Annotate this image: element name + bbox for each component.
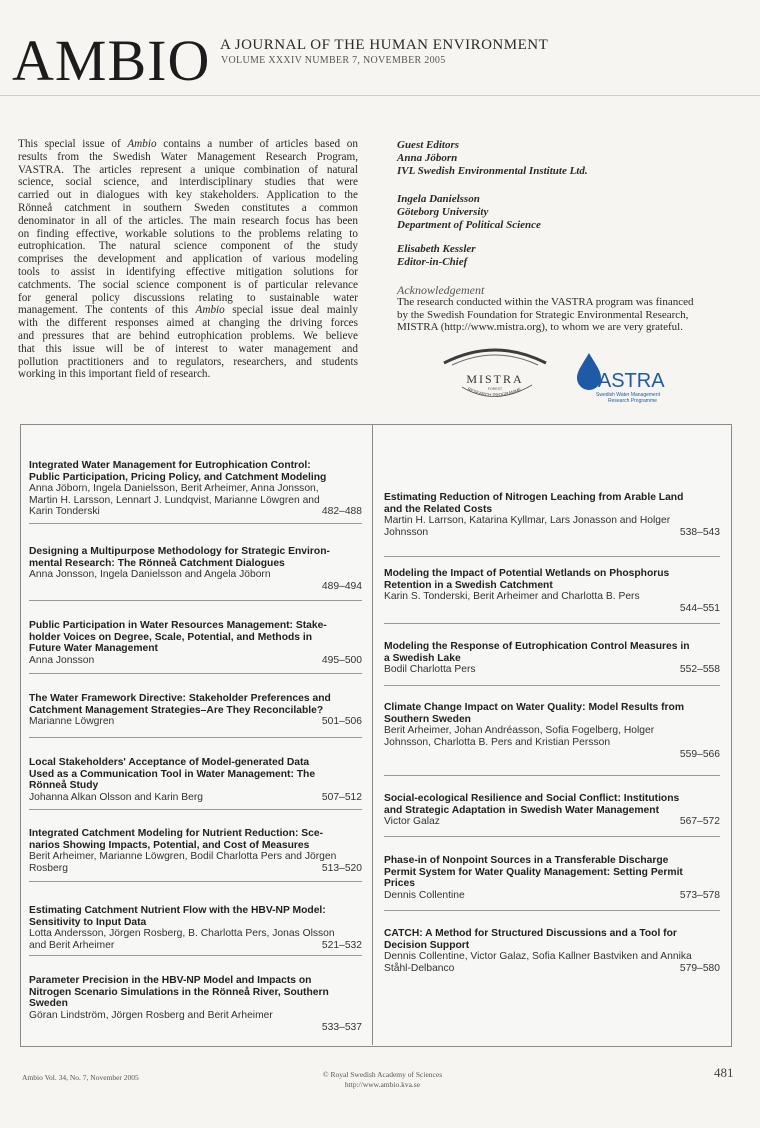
toc-entry-rule [384, 623, 720, 624]
toc-entry-authors: Berit Arheimer, Marianne Löwgren, Bodil Charlotta Pers and Jörgen Rosberg [29, 851, 337, 874]
editor-department: Department of Political Science [397, 219, 541, 231]
toc-entry-pages: 513–520 [321, 862, 362, 874]
vastra-logo-sub: Swedish Water Management [596, 392, 661, 398]
intro-line: carried out in dialogues with key stakeholders. Application to the [18, 189, 358, 202]
toc-entry-title[interactable]: Climate Change Impact on Water Quality: Model Results from Southern Sweden [384, 702, 684, 725]
toc-entry-rule [384, 836, 720, 837]
intro-paragraph [18, 138, 358, 381]
toc-entry-authors: Dennis Collentine, Victor Galaz, Sofia Kallner Bastviken and Annika Ståhl-Delbanco [384, 951, 692, 974]
footer-citation: Ambio Vol. 34, No. 7, November 2005 [22, 1073, 139, 1082]
intro-line: with the different responses aimed at changing the driving forces [18, 317, 358, 330]
acknowledgement-line: MISTRA (http://www.mistra.org), to whom we are very grateful. [397, 321, 683, 334]
toc-entry-rule [29, 673, 362, 674]
copyright-text: © Royal Swedish Academy of Sciences [322, 1070, 443, 1079]
toc-entry-pages: 507–512 [321, 791, 362, 803]
toc-entry-title[interactable]: Public Participation in Water Resources Management: Stake- holder Voices on Degree, Scale, Potential, and Methods in Future Water Management [29, 620, 327, 655]
page-number: 481 [714, 1065, 734, 1080]
toc-entry-pages: 544–551 [679, 603, 720, 615]
toc-entry-pages: 579–580 [679, 962, 720, 974]
intro-line: for general policy discussions relating to sustainable water [18, 291, 358, 304]
intro-line: denominator in all of the articles. The main research focus has been [18, 214, 358, 227]
toc-entry-title[interactable]: CATCH: A Method for Structured Discussions and a Tool for Decision Support [384, 928, 677, 951]
intro-line: This special issue of Ambio contains a number of articles based on [18, 138, 358, 150]
journal-volume: VOLUME XXXIV NUMBER 7, NOVEMBER 2005 [221, 55, 446, 66]
toc-entry-authors: Karin S. Tonderski, Berit Arheimer and Charlotta B. Pers [384, 591, 640, 603]
mistra-logo-arc: RESEARCH PROGRAMME [466, 386, 523, 398]
toc-entry-rule [29, 600, 362, 601]
toc-entry-pages: 538–543 [679, 526, 720, 538]
toc-entry-title[interactable]: Phase-in of Nonpoint Sources in a Transferable Discharge Permit System for Water Quality Management: Setting Permit Prices [384, 855, 683, 890]
toc-entry-pages: 501–506 [321, 716, 362, 728]
toc-entry-authors: Anna Jonsson [29, 654, 95, 666]
editor-organization: Göteborg University [397, 206, 489, 218]
intro-line: and pressures that are behind eutrophication problems. We believe [18, 329, 358, 342]
toc-entry-pages: 533–537 [321, 1021, 362, 1033]
intro-line: comprises the development and application of various modeling [18, 253, 358, 266]
toc-entry-rule [384, 775, 720, 776]
toc-entry-pages: 489–494 [321, 581, 362, 593]
editor-name: Ingela Danielsson [397, 193, 480, 205]
toc-entry-authors: Johanna Alkan Olsson and Karin Berg [29, 791, 204, 803]
toc-entry-rule [384, 556, 720, 557]
footer-copyright [300, 1070, 465, 1089]
toc-entry-authors: Lotta Andersson, Jörgen Rosberg, B. Charlotta Pers, Jonas Olsson and Berit Arheimer [29, 928, 335, 951]
mistra-logo [440, 343, 550, 405]
toc-entry-title[interactable]: Designing a Multipurpose Methodology for Strategic Environ- mental Research: The Rönneå Catchment Dialogues [29, 546, 330, 569]
acknowledgement-line: by the Swedish Foundation for Strategic Environmental Research, [397, 308, 689, 321]
toc-entry-rule [29, 955, 362, 956]
toc-entry-authors: Anna Jöborn, Ingela Danielsson, Berit Arheimer, Anna Jonsson, Martin H. Larsson, Lennart J. Lundqvist, Marianne Löwgren and Karin Tonderski [29, 483, 320, 518]
intro-line: working in this important field of research. [18, 368, 211, 381]
toc-entry-pages: 521–532 [321, 939, 362, 951]
intro-line: catchments. The social science component is of particular relevance [18, 278, 358, 291]
toc-entry-title[interactable]: Integrated Water Management for Eutrophication Control: Public Participation, Pricing Policy, and Catchment Modeling [29, 460, 327, 483]
intro-line: on finding effective, workable solutions to the problems relating to [18, 227, 358, 240]
toc-entry-title[interactable]: Modeling the Impact of Potential Wetlands on Phosphorus Retention in a Swedish Catchment [384, 568, 670, 591]
toc-entry-pages: 495–500 [321, 654, 362, 666]
toc-entry-rule [29, 809, 362, 810]
editor-name: Anna Jöborn [397, 152, 458, 164]
intro-line: science, social science, and interdisciplinary studies that were [18, 176, 358, 189]
intro-line: Rönneå catchment in southern Sweden constitutes a common [18, 201, 358, 214]
vastra-logo-sub: Research Programme [608, 398, 657, 404]
mistra-logo-text: MISTRA [466, 372, 524, 386]
intro-line: pollution practitioners and to regulators, researchers, and students [18, 355, 358, 368]
toc-entry-title[interactable]: The Water Framework Directive: Stakeholder Preferences and Catchment Management Strategies–Are They Reconcilable? [29, 693, 331, 716]
toc-entry-rule [29, 881, 362, 882]
mistra-logo-small: FOREST [487, 387, 503, 391]
intro-line: management. The contents of this Ambio special issue deal mainly [18, 304, 358, 317]
toc-entry-authors: Marianne Löwgren [29, 716, 115, 728]
header-rule [0, 95, 760, 96]
toc-entry-pages: 552–558 [679, 664, 720, 676]
toc-entry-authors: Berit Arheimer, Johan Andréasson, Sofia Fogelberg, Holger Johnsson, Charlotta B. Pers and Kristian Persson [384, 725, 655, 748]
editor-name: Elisabeth Kessler [397, 243, 476, 255]
toc-entry-rule [29, 737, 362, 738]
toc-entry-pages: 567–572 [679, 816, 720, 828]
vastra-logo-text: VASTRA [586, 370, 665, 392]
acknowledgement-text [397, 296, 737, 334]
toc-entry-rule [384, 910, 720, 911]
toc-entry-title[interactable]: Parameter Precision in the HBV-NP Model and Impacts on Nitrogen Scenario Simulations in the Rönneå River, Southern Sweden [29, 975, 329, 1010]
toc-entry-rule [384, 685, 720, 686]
guest-editors-heading: Guest Editors [397, 139, 460, 151]
toc-entry-title[interactable]: Estimating Reduction of Nitrogen Leaching from Arable Land and the Related Costs [384, 492, 684, 515]
journal-subtitle: A JOURNAL OF THE HUMAN ENVIRONMENT [220, 37, 549, 53]
acknowledgement-heading: Acknowledgement [397, 283, 485, 297]
toc-entry-title[interactable]: Integrated Catchment Modeling for Nutrient Reduction: Sce- narios Showing Impacts, Potential, and Cost of Measures [29, 828, 324, 851]
acknowledgement-line: The research conducted within the VASTRA program was financed [397, 296, 694, 308]
intro-line: eutrophication. The natural science component of the study [18, 240, 358, 253]
intro-line: VASTRA. The articles represent a unique combination of natural [18, 163, 358, 176]
toc-entry-rule [29, 523, 362, 524]
editor-organization: IVL Swedish Environmental Institute Ltd. [397, 165, 588, 177]
toc-entry-pages: 573–578 [679, 889, 720, 901]
intro-line: tools to assist in identifying effective mitigation solutions for [18, 265, 358, 278]
vastra-logo [574, 347, 694, 407]
toc-entry-title[interactable]: Modeling the Response of Eutrophication Control Measures in a Swedish Lake [384, 641, 690, 664]
toc-entry-title[interactable]: Social-ecological Resilience and Social Conflict: Institutions and Strategic Adaptation in Swedish Water Management [384, 793, 680, 816]
toc-entry-authors: Martin H. Larrson, Katarina Kyllmar, Lars Jonasson and Holger Johnsson [384, 515, 671, 538]
toc-entry-authors: Anna Jonsson, Ingela Danielsson and Angela Jöborn [29, 569, 271, 581]
toc-entry-authors: Bodil Charlotta Pers [384, 664, 476, 676]
toc-column-divider [372, 424, 373, 1045]
toc-entry-pages: 559–566 [679, 748, 720, 760]
editor-role: Editor-in-Chief [397, 256, 468, 268]
journal-title: AMBIO [12, 28, 211, 93]
toc-entry-title[interactable]: Local Stakeholders' Acceptance of Model-generated Data Used as a Communication Tool in Water Management: The Rönneå Study [29, 757, 316, 792]
intro-line: that this issue will be of interest to water management and [18, 342, 358, 355]
toc-entry-pages: 482–488 [321, 506, 362, 518]
journal-url: http://www.ambio.kva.se [344, 1079, 421, 1089]
toc-entry-authors: Göran Lindström, Jörgen Rosberg and Berit Arheimer [29, 1009, 273, 1021]
toc-entry-authors: Victor Galaz [384, 816, 440, 828]
toc-entry-title[interactable]: Estimating Catchment Nutrient Flow with the HBV-NP Model: Sensitivity to Input Data [29, 905, 326, 928]
toc-entry-authors: Dennis Collentine [384, 889, 465, 901]
intro-line: results from the Swedish Water Management Research Program, [18, 150, 358, 163]
